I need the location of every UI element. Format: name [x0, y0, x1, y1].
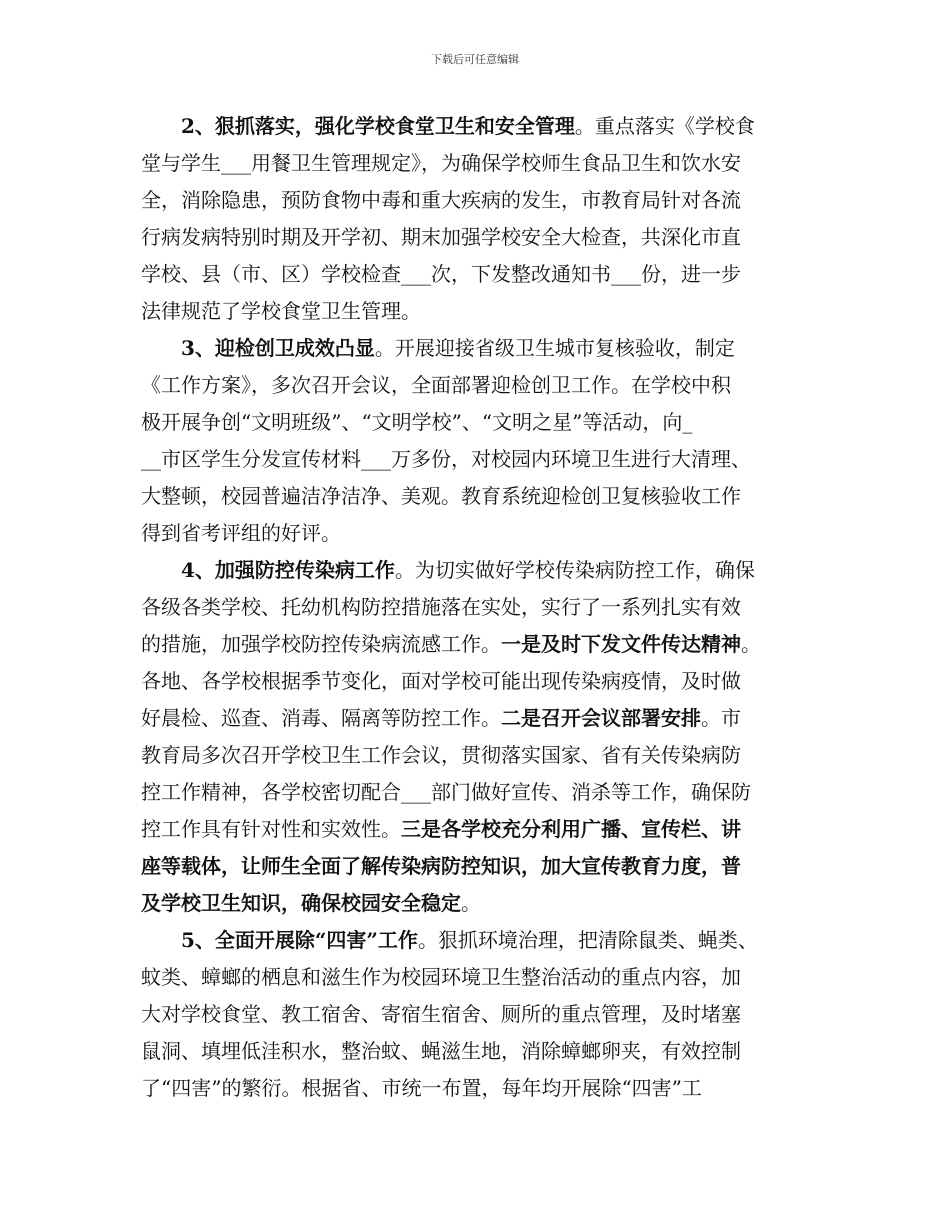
bold-text-run: 座等载体，让师生全面了解传染病防控知识，加大宣传教育力度，普 — [141, 854, 741, 878]
text-run: 了“四害”的繁衍。根据省、市统一布置，每年均开展除“四害”工 — [141, 1076, 702, 1100]
text-line — [141, 811, 813, 848]
text-run: __市区学生分发宣传材料___万多份，对校园内环境卫生进行大清理、 — [141, 447, 751, 471]
text-run: 。狠抓环境治理，把清除鼠类、蝇类、 — [417, 928, 758, 952]
text-run: 《工作方案》，多次召开会议，全面部署迎检创卫工作。在学校中积 — [141, 373, 731, 397]
text-run: 学校、县（市、区）学校检查___次，下发整改通知书___份，进一步 — [141, 262, 741, 286]
bold-text-run: 5、全面开展除“四害”工作 — [181, 928, 418, 952]
bold-text-run: 3、迎检创卫成效凸显 — [181, 336, 375, 360]
text-run: 法律规范了学校食堂卫生管理。 — [141, 299, 421, 323]
text-line — [141, 404, 813, 441]
text-run: 各级各类学校、托幼机构防控措施落在实处，实行了一系列扎实有效 — [141, 595, 741, 619]
page-header-watermark: 下载后可任意编辑 — [431, 53, 519, 66]
text-run: 蚊类、蟑螂的栖息和滋生作为校园环境卫生整治活动的重点内容，加 — [141, 965, 741, 989]
text-run: 得到省考评组的好评。 — [141, 521, 341, 545]
text-line — [141, 848, 813, 885]
text-run: 好晨检、巡查、消毒、隔离等防控工作。 — [141, 706, 501, 730]
text-line — [141, 108, 813, 145]
text-run: 的措施，加强学校防控传染病流感工作。 — [141, 632, 501, 656]
bold-text-run: 2、狠抓落实，强化学校食堂卫生和安全管理 — [181, 114, 575, 138]
text-run: 鼠洞、填埋低洼积水，整治蚊、蝇滋生地，消除蟑螂卵夹，有效控制 — [141, 1039, 741, 1063]
text-line — [141, 256, 813, 293]
bold-text-run: 及学校卫生知识，确保校园安全稳定 — [141, 891, 461, 915]
text-run: 。为切实做好学校传染病防控工作，确保 — [394, 558, 755, 582]
text-line — [141, 1070, 813, 1107]
document-body — [141, 108, 813, 1107]
paragraph-p4 — [141, 552, 813, 922]
text-run: 大整顿，校园普遍洁净洁净、美观。教育系统迎检创卫复核验收工作 — [141, 484, 741, 508]
text-line — [141, 478, 813, 515]
text-run: 控工作具有针对性和实效性。 — [141, 817, 401, 841]
text-run: 各地、各学校根据季节变化，面对学校可能出现传染病疫情，及时做 — [141, 669, 741, 693]
paragraph-p3 — [141, 330, 813, 552]
text-run: 大对学校食堂、教工宿舍、寄宿生宿舍、厕所的重点管理，及时堵塞 — [141, 1002, 741, 1026]
paragraph-p5 — [141, 922, 813, 1107]
text-run: 堂与学生___用餐卫生管理规定》，为确保学校师生食品卫生和饮水安 — [141, 151, 741, 175]
bold-text-run: 三是各学校充分利用广播、宣传栏、讲 — [401, 817, 741, 841]
text-line — [141, 552, 813, 589]
text-line — [141, 885, 813, 922]
text-line — [141, 959, 813, 996]
text-line — [141, 700, 813, 737]
text-line — [141, 626, 813, 663]
text-line — [141, 774, 813, 811]
text-line — [141, 367, 813, 404]
text-line — [141, 1033, 813, 1070]
text-line — [141, 145, 813, 182]
paragraph-p2 — [141, 108, 813, 330]
text-line — [141, 737, 813, 774]
bold-text-run: 一是及时下发文件传达精神 — [501, 632, 741, 656]
bold-text-run: 4、加强防控传染病工作 — [181, 558, 395, 582]
text-run: 。市 — [701, 706, 741, 730]
text-run: 教育局多次召开学校卫生工作会议，贯彻落实国家、省有关传染病防 — [141, 743, 741, 767]
text-line — [141, 589, 813, 626]
text-line — [141, 515, 813, 552]
text-run: 。重点落实《学校食 — [574, 114, 755, 138]
text-line — [141, 219, 813, 256]
text-line — [141, 293, 813, 330]
bold-text-run: 二是召开会议部署安排 — [501, 706, 701, 730]
text-line — [141, 663, 813, 700]
text-line — [141, 996, 813, 1033]
text-run: 极开展争创“文明班级”、“文明学校”、“文明之星”等活动，向_ — [141, 410, 693, 434]
text-run: 行病发病特别时期及开学初、期末加强学校安全大检查，共深化市直 — [141, 225, 741, 249]
text-run: 全，消除隐患，预防食物中毒和重大疾病的发生，市教育局针对各流 — [141, 188, 741, 212]
text-line — [141, 441, 813, 478]
text-line — [141, 922, 813, 959]
text-line — [141, 330, 813, 367]
text-run: 。 — [741, 632, 761, 656]
text-line — [141, 182, 813, 219]
text-run: 控工作精神，各学校密切配合___部门做好宣传、消杀等工作，确保防 — [141, 780, 751, 804]
text-run: 。 — [461, 891, 481, 915]
text-run: 。开展迎接省级卫生城市复核验收，制定 — [374, 336, 735, 360]
